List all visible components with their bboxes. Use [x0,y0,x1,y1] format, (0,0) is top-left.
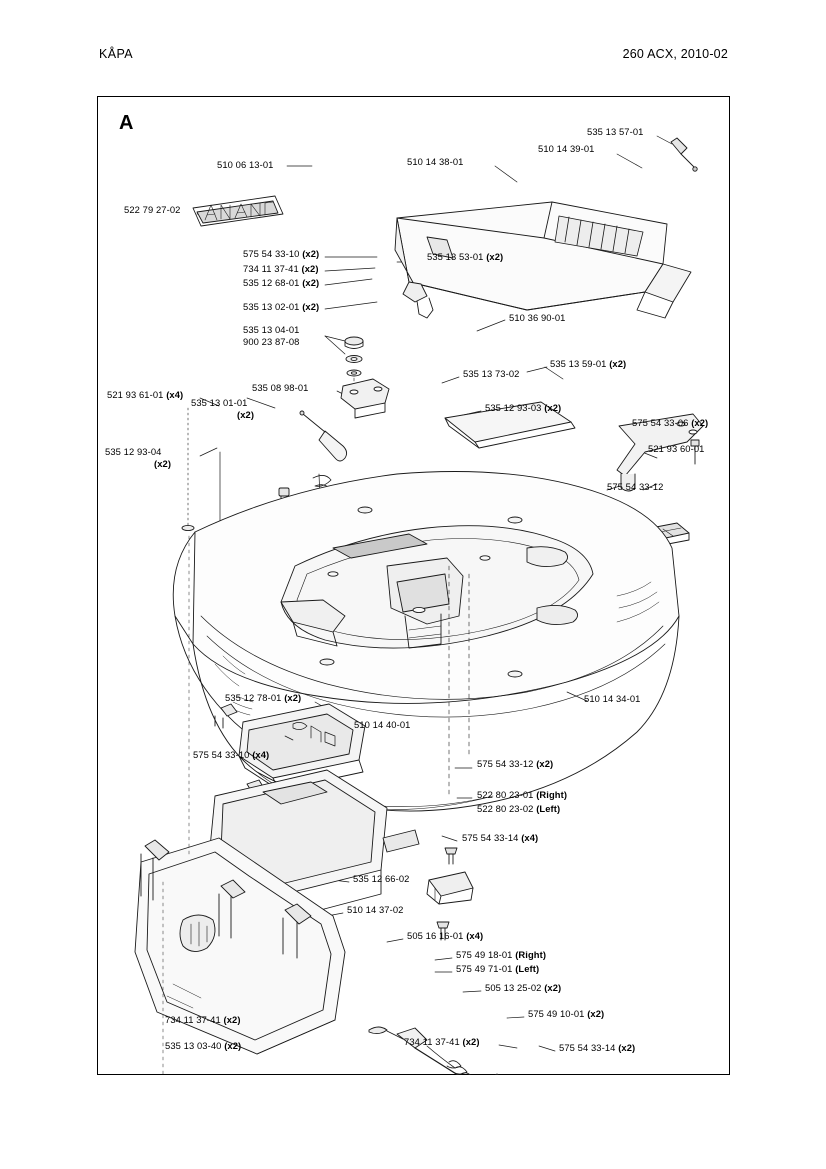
part-label: 522 80 23-02 (Left) [477,803,561,814]
part-label: 535 13 57-01 [587,126,644,137]
page-title: KÅPA [99,47,134,61]
part-label: 900 23 87-08 [243,336,300,347]
part-label: 535 08 98-01 [252,382,309,393]
part-label: 535 13 04-01 [243,324,300,335]
part-label: 522 80 23-01 (Right) [477,789,568,800]
part-label: 535 12 68-01 (x2) [243,277,320,288]
part-label: 535 12 66-02 [353,873,410,884]
part-label: 510 06 13-01 [217,159,274,170]
part-label: 535 13 59-01 (x2) [550,358,627,369]
part-label: 510 14 38-01 [407,156,464,167]
part-label: 734 11 37-41 (x2) [243,263,319,274]
part-label: 575 54 33-06 (x2) [632,417,709,428]
part-label: 575 49 18-01 (Right) [456,949,547,960]
plate-letter: A [119,112,134,134]
part-label: 521 93 60-01 [648,443,705,454]
part-label: 535 13 02-01 (x2) [243,301,320,312]
part-label: 734 11 37-41 (x2) [165,1014,241,1025]
part-label: 505 16 16-01 (x4) [407,930,484,941]
part-label: 575 54 33-12 (x2) [477,758,554,769]
part-label: 535 13 01-01 [191,397,248,408]
part-label: 575 54 33-12 [607,481,664,492]
model-reference: 260 ACX, 2010-02 [622,47,728,61]
part-label: 575 49 10-01 (x2) [528,1008,605,1019]
part-label: 535 13 03-40 (x2) [165,1040,242,1051]
part-label: 575 49 71-01 (Left) [456,963,540,974]
part-label: 734 11 37-41 (x2) [404,1036,480,1047]
part-label: 575 54 33-10 (x2) [243,248,320,259]
part-label: 535 12 93-03 (x2) [485,402,562,413]
part-label: 575 54 33-14 (x4) [462,832,539,843]
part-label: 510 14 34-01 [584,693,641,704]
part-label: 510 14 39-01 [538,143,595,154]
part-label: 535 12 93-04 [105,446,162,457]
part-label: 510 14 40-01 [354,719,411,730]
part-label: (x2) [237,409,255,420]
part-label: 575 54 33-10 (x4) [193,749,270,760]
part-label: 521 93 61-01 (x4) [107,389,184,400]
part-label: 535 13 53-01 (x2) [427,251,504,262]
part-label: 510 14 37-02 [347,904,404,915]
exploded-view-illustration [97,96,730,1075]
part-label: 575 54 33-14 (x2) [559,1042,636,1053]
part-label: 522 79 27-02 [124,204,181,215]
part-label: 510 36 90-01 [509,312,566,323]
part-label: 505 13 25-02 (x2) [485,982,562,993]
part-label: 535 13 73-02 [463,368,520,379]
part-label: 535 12 78-01 (x2) [225,692,302,703]
part-label: (x2) [154,458,172,469]
